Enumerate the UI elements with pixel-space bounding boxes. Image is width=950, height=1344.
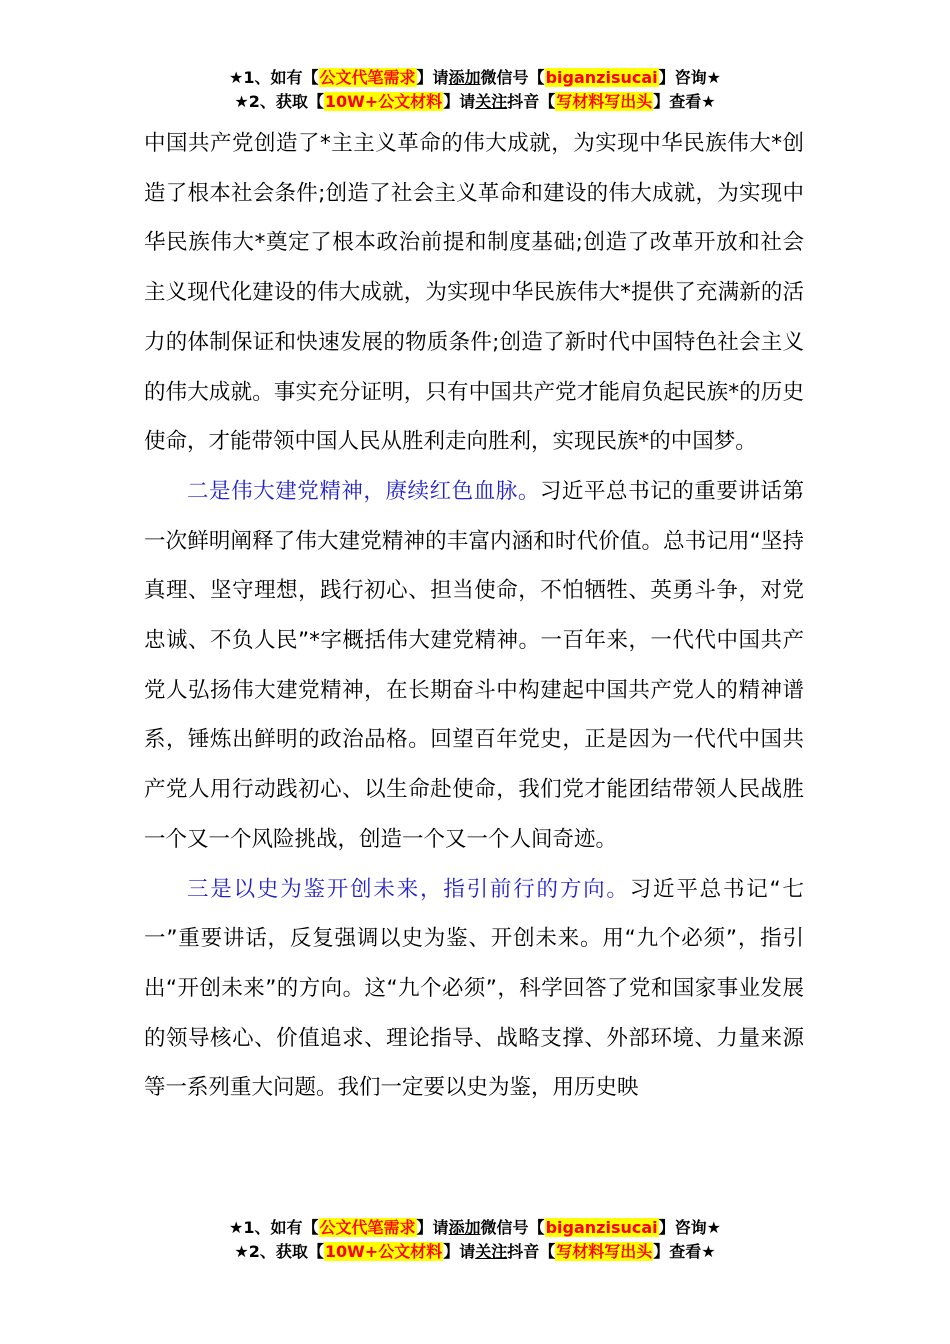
- paragraph-2-text: 习近平总书记的重要讲话第一次鲜明阐释了伟大建党精神的丰富内涵和时代价值。总书记用“坚持真理、坚守理想，践行初心、担当使命，不怕牺牲、英勇斗争，对党忠诚、不负人民”*字概括伟大建党精神。一百年来，一代代中国共产党人弘扬伟大建党精神，在长期奋斗中构建起中国共产党人的精神谱系，锤炼出鲜明的政治品格。回望百年党史，正是因为一代代中国共产党人用行动践初心、以生命赴使命，我们党才能团结带领人民战胜一个又一个风险挑战，创造一个又一个人间奇迹。: [144, 478, 804, 852]
- header-banner: [0, 66, 950, 114]
- paragraph-3: [144, 865, 804, 1114]
- document-body: [144, 119, 804, 1113]
- banner-line-2: ★2、获取【10W+公文材料】请关注抖音【写材料写出头】查看★: [234, 1242, 716, 1261]
- highlight-materials: 10W+公文材料: [324, 1242, 443, 1261]
- paragraph-3-text: 习近平总书记“七一”重要讲话，反复强调以史为鉴、开创未来。用“九个必须”，指引出“开创未来”的方向。这“九个必须”，科学回答了党和国家事业发展的领导核心、价值追求、理论指导、战略支撑、外部环境、力量来源等一系列重大问题。我们一定要以史为鉴，用历史映: [144, 876, 804, 1101]
- banner-line-1: ★1、如有【公文代笔需求】请添加微信号【biganzisucai】咨询★: [229, 68, 721, 87]
- paragraph-2-lead: 二是伟大建党精神，赓续红色血脉。: [187, 478, 540, 504]
- banner-line-2: ★2、获取【10W+公文材料】请关注抖音【写材料写出头】查看★: [234, 92, 716, 111]
- paragraph-2: [144, 467, 804, 865]
- highlight-douyin: 写材料写出头: [556, 92, 653, 111]
- highlight-wechat-id: biganzisucai: [545, 68, 658, 87]
- highlight-materials: 10W+公文材料: [324, 92, 443, 111]
- paragraph-3-lead: 三是以史为鉴开创未来，指引前行的方向。: [187, 876, 630, 902]
- banner-line-1: ★1、如有【公文代笔需求】请添加微信号【biganzisucai】咨询★: [229, 1218, 721, 1237]
- highlight-douyin: 写材料写出头: [556, 1242, 653, 1261]
- footer-banner: [0, 1216, 950, 1264]
- highlight-service: 公文代笔需求: [319, 1218, 416, 1237]
- paragraph-1: 中国共产党创造了*主主义革命的伟大成就，为实现中华民族伟大*创造了根本社会条件;创造了社会主义革命和建设的伟大成就，为实现中华民族伟大*奠定了根本政治前提和制度基础;创造了改革开放和社会主义现代化建设的伟大成就，为实现中华民族伟大*提供了充满新的活力的体制保证和快速发展的物质条件;创造了新时代中国特色社会主义的伟大成就。事实充分证明，只有中国共产党才能肩负起民族*的历史使命，才能带领中国人民从胜利走向胜利，实现民族*的中国梦。: [144, 131, 804, 455]
- highlight-service: 公文代笔需求: [319, 68, 416, 87]
- highlight-wechat-id: biganzisucai: [545, 1218, 658, 1237]
